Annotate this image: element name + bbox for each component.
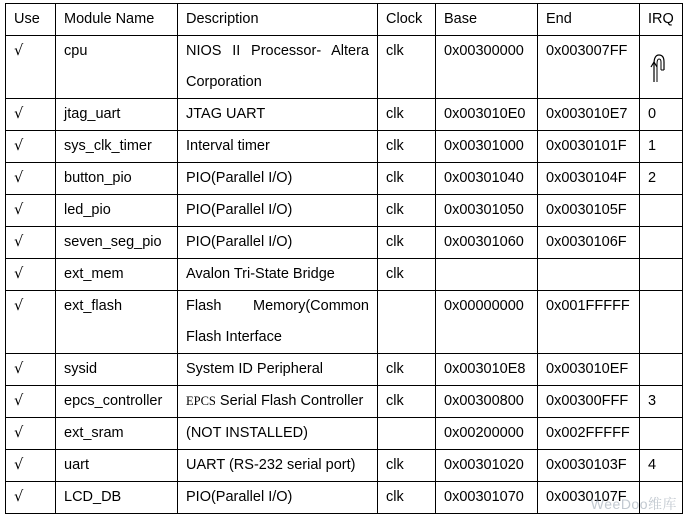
base-address: 0x00000000 [436, 291, 538, 354]
irq [640, 418, 683, 450]
header-row [6, 4, 683, 36]
use-check: √ [6, 418, 56, 450]
use-check: √ [6, 99, 56, 131]
irq [640, 354, 683, 386]
description: Interval timer [178, 131, 378, 163]
irq: 0 [640, 99, 683, 131]
use-check: √ [6, 354, 56, 386]
module-table [5, 3, 683, 514]
description: PIO(Parallel I/O) [178, 163, 378, 195]
description: Flash Memory(Common Flash Interface [178, 291, 378, 354]
description-text: Serial Flash Controller [215, 393, 364, 409]
table-row [6, 450, 683, 482]
header-description: Description [178, 4, 378, 36]
module-name: ext_flash [56, 291, 178, 354]
table-row [6, 227, 683, 259]
clock: clk [378, 259, 436, 291]
end-address: 0x0030106F [538, 227, 640, 259]
header-module-name: Module Name [56, 4, 178, 36]
table-row [6, 99, 683, 131]
module-name: LCD_DB [56, 482, 178, 514]
description-prefix: EPCS [186, 394, 216, 408]
use-check: √ [6, 259, 56, 291]
description: (NOT INSTALLED) [178, 418, 378, 450]
table-row [6, 418, 683, 450]
end-address: 0x002FFFFF [538, 418, 640, 450]
irq [640, 227, 683, 259]
base-address: 0x003010E8 [436, 354, 538, 386]
table-row [6, 163, 683, 195]
end-address: 0x0030104F [538, 163, 640, 195]
module-name: button_pio [56, 163, 178, 195]
clock: clk [378, 99, 436, 131]
base-address: 0x00300800 [436, 386, 538, 418]
base-address: 0x00301000 [436, 131, 538, 163]
module-name: uart [56, 450, 178, 482]
irq: 3 [640, 386, 683, 418]
clock: clk [378, 163, 436, 195]
header-end: End [538, 4, 640, 36]
description: Avalon Tri-State Bridge [178, 259, 378, 291]
clock [378, 291, 436, 354]
base-address: 0x00200000 [436, 418, 538, 450]
description: PIO(Parallel I/O) [178, 482, 378, 514]
use-check: √ [6, 131, 56, 163]
end-address [538, 259, 640, 291]
module-name: ext_sram [56, 418, 178, 450]
module-name: sys_clk_timer [56, 131, 178, 163]
description: JTAG UART [178, 99, 378, 131]
module-name: jtag_uart [56, 99, 178, 131]
use-check: √ [6, 291, 56, 354]
description [178, 386, 378, 418]
description: PIO(Parallel I/O) [178, 227, 378, 259]
irq: 2 [640, 163, 683, 195]
module-name: ext_mem [56, 259, 178, 291]
base-address: 0x00301020 [436, 450, 538, 482]
clock: clk [378, 482, 436, 514]
use-check: √ [6, 227, 56, 259]
use-check: √ [6, 36, 56, 99]
base-address [436, 259, 538, 291]
header-base: Base [436, 4, 538, 36]
table-row [6, 291, 683, 354]
end-address: 0x003010EF [538, 354, 640, 386]
irq [640, 36, 683, 99]
end-address: 0x0030103F [538, 450, 640, 482]
irq [640, 259, 683, 291]
irq: 4 [640, 450, 683, 482]
clock: clk [378, 131, 436, 163]
header-clock: Clock [378, 4, 436, 36]
module-name: epcs_controller [56, 386, 178, 418]
description: System ID Peripheral [178, 354, 378, 386]
use-check: √ [6, 450, 56, 482]
use-check: √ [6, 386, 56, 418]
end-address: 0x0030105F [538, 195, 640, 227]
module-name: sysid [56, 354, 178, 386]
table-row [6, 195, 683, 227]
base-address: 0x00300000 [436, 36, 538, 99]
clock: clk [378, 354, 436, 386]
base-address: 0x003010E0 [436, 99, 538, 131]
use-check: √ [6, 163, 56, 195]
clock: clk [378, 450, 436, 482]
clock [378, 418, 436, 450]
end-address: 0x0030101F [538, 131, 640, 163]
base-address: 0x00301040 [436, 163, 538, 195]
irq: 1 [640, 131, 683, 163]
irq [640, 291, 683, 354]
base-address: 0x00301050 [436, 195, 538, 227]
header-irq: IRQ [640, 4, 683, 36]
module-name: seven_seg_pio [56, 227, 178, 259]
end-address: 0x00300FFF [538, 386, 640, 418]
end-address: 0x001FFFFF [538, 291, 640, 354]
table-row [6, 36, 683, 99]
table-row [6, 354, 683, 386]
curved-up-arrow-icon [650, 50, 668, 84]
clock: clk [378, 195, 436, 227]
watermark: WeeDoo维库 [590, 496, 677, 512]
header-use: Use [6, 4, 56, 36]
end-address: 0x003007FF [538, 36, 640, 99]
use-check: √ [6, 195, 56, 227]
clock: clk [378, 386, 436, 418]
table-row [6, 482, 683, 514]
module-name: cpu [56, 36, 178, 99]
clock: clk [378, 36, 436, 99]
irq [640, 195, 683, 227]
table-row [6, 131, 683, 163]
end-address: 0x003010E7 [538, 99, 640, 131]
clock: clk [378, 227, 436, 259]
base-address: 0x00301060 [436, 227, 538, 259]
module-name: led_pio [56, 195, 178, 227]
use-check: √ [6, 482, 56, 514]
description: UART (RS-232 serial port) [178, 450, 378, 482]
description: PIO(Parallel I/O) [178, 195, 378, 227]
description: NIOS II Processor- Altera Corporation [178, 36, 378, 99]
table-row [6, 259, 683, 291]
table-row [6, 386, 683, 418]
end-address: 0x0030107F [538, 482, 640, 514]
base-address: 0x00301070 [436, 482, 538, 514]
